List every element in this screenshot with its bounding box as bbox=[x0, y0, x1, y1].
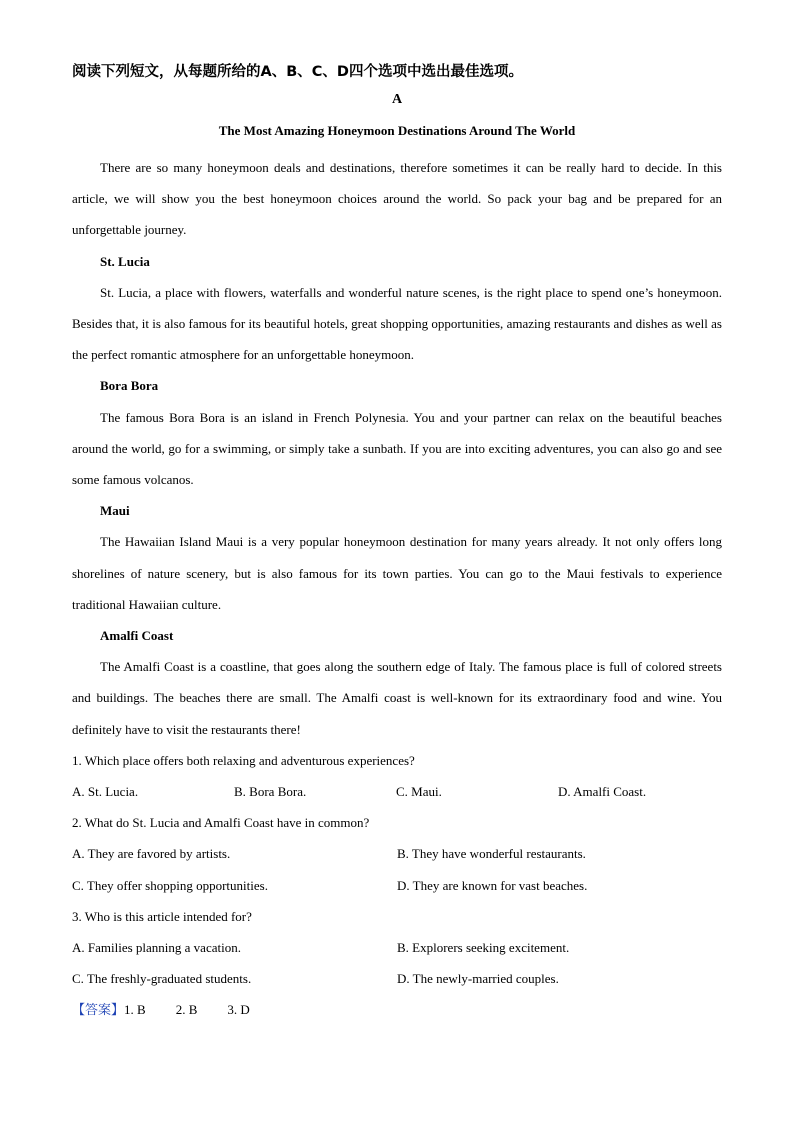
question-2: 2. What do St. Lucia and Amalfi Coast have in common? bbox=[72, 815, 370, 831]
answer-1: 1. B bbox=[124, 1002, 146, 1018]
section-heading-maui: Maui bbox=[100, 503, 130, 519]
question-3-option-b: B. Explorers seeking excitement. bbox=[397, 940, 570, 956]
question-3: 3. Who is this article intended for? bbox=[72, 908, 252, 924]
question-3-option-c: C. The freshly-graduated students. bbox=[72, 971, 252, 987]
intro-paragraph: There are so many honeymoon deals and destinations, therefore sometimes it can be really hard to decide. In this article, we will show you the best honeymoon choices around the world. So pack your bag and be prepared for an unforgettable journey. bbox=[72, 160, 722, 238]
question-3-option-a: A. Families planning a vacation. bbox=[72, 940, 241, 956]
question-3-options-row-1 bbox=[72, 932, 722, 963]
answer-label: 【答案】 bbox=[72, 1003, 125, 1019]
section-heading-amalfi-coast: Amalfi Coast bbox=[100, 628, 174, 644]
section-text-maui: The Hawaiian Island Maui is a very popular honeymoon destination for many years already. It not only offers long shorelines of nature scenery, but is also famous for its town parties. You can go to the Maui festivals to experience traditional Hawaiian culture. bbox=[72, 534, 722, 612]
question-1-option-b: B. Bora Bora. bbox=[234, 784, 307, 800]
section-letter: A bbox=[391, 92, 403, 107]
answer-line bbox=[72, 994, 722, 1026]
section-heading-bora-bora: Bora Bora bbox=[100, 378, 159, 394]
question-2-option-b: B. They have wonderful restaurants. bbox=[397, 846, 586, 862]
question-2-option-a: A. They are favored by artists. bbox=[72, 846, 231, 862]
question-3-options-row-2 bbox=[72, 963, 722, 994]
question-2-option-c: C. They offer shopping opportunities. bbox=[72, 877, 268, 893]
section-text-amalfi-coast: The Amalfi Coast is a coastline, that goes along the southern edge of Italy. The famous place is full of colored streets and buildings. The beaches there are small. The Amalfi coast is well-known for its extraordinary food and wine. You definitely have to visit the restaurants there! bbox=[72, 659, 722, 737]
section-heading-st-lucia: St. Lucia bbox=[100, 253, 150, 269]
question-2-option-d: D. They are known for vast beaches. bbox=[397, 877, 588, 893]
question-1-option-d: D. Amalfi Coast. bbox=[558, 784, 647, 800]
section-text-st-lucia: St. Lucia, a place with flowers, waterfalls and wonderful nature scenes, is the right place to spend one’s honeymoon. Besides that, it is also famous for its beautiful hotels, great shopping opportunities, amazing restaurants and dishes as well as the perfect romantic atmosphere for an unforgettable honeymoon. bbox=[72, 284, 722, 363]
instruction: 阅读下列短文，从每题所给的A、B、C、D四个选项中选出最佳选项。 bbox=[72, 64, 523, 80]
question-2-options-row-2 bbox=[72, 870, 722, 901]
answer-3: 3. D bbox=[227, 1002, 250, 1018]
question-2-options-row-1 bbox=[72, 838, 722, 869]
question-1-option-a: A. St. Lucia. bbox=[72, 784, 139, 800]
section-text-bora-bora: The famous Bora Bora is an island in French Polynesia. You and your partner can relax on the beautiful beaches around the world, go for a swimming, or simply take a sunbath. If you are into exciting adventures, you can also go and see some famous volcanos. bbox=[72, 409, 722, 488]
answer-2: 2. B bbox=[175, 1002, 198, 1018]
question-1: 1. Which place offers both relaxing and adventurous experiences? bbox=[72, 752, 415, 768]
article-title: The Most Amazing Honeymoon Destinations Around The World bbox=[218, 123, 576, 138]
question-1-options bbox=[72, 776, 722, 807]
question-1-option-c: C. Maui. bbox=[396, 784, 442, 800]
document-page bbox=[72, 62, 722, 1027]
question-3-option-d: D. The newly-married couples. bbox=[397, 971, 559, 987]
